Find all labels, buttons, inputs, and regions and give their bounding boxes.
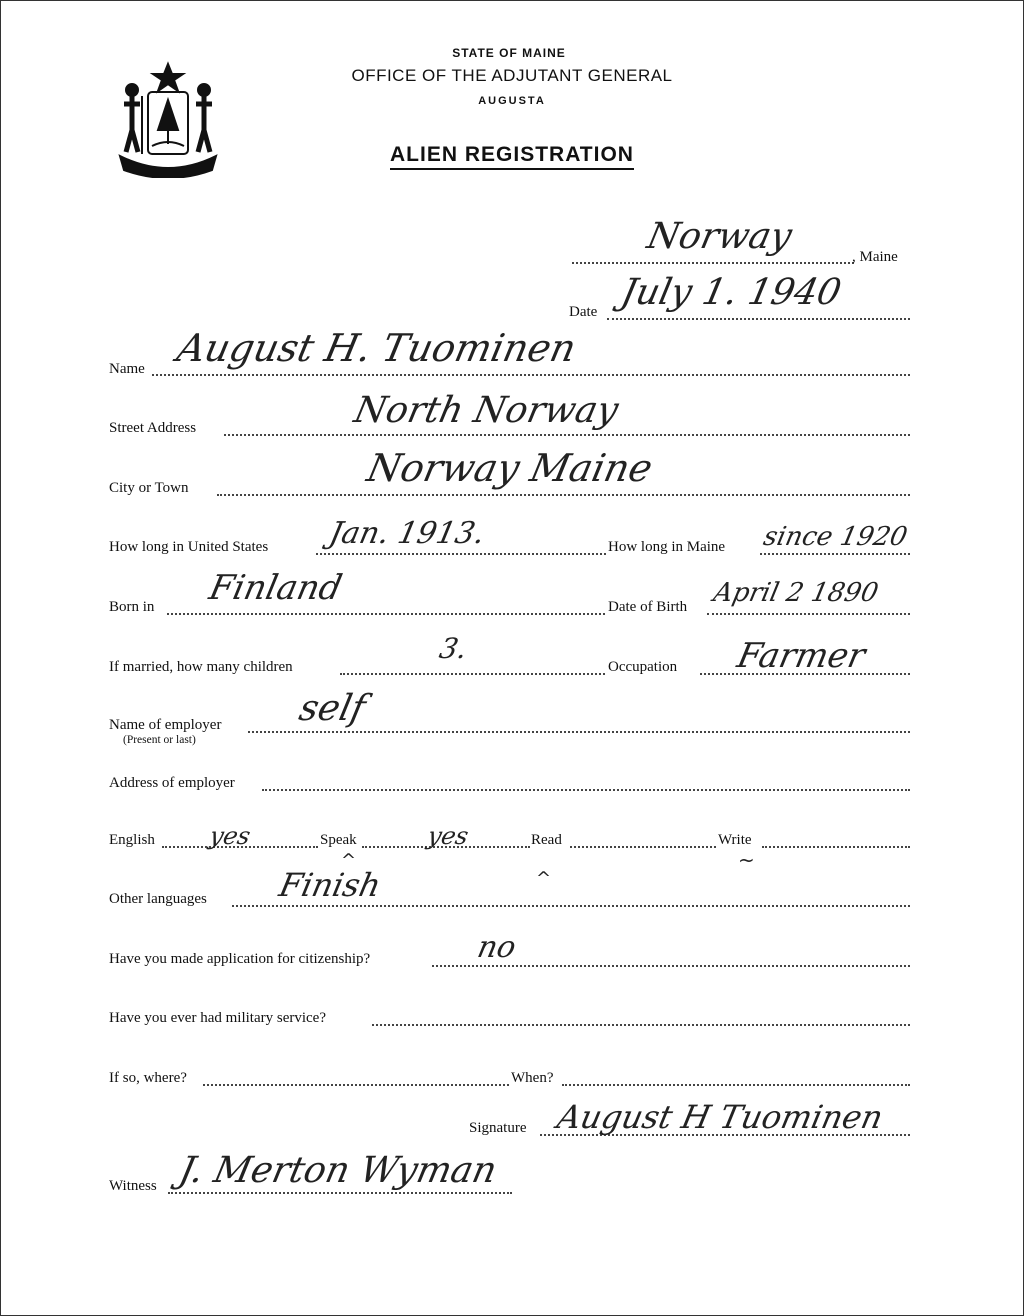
- dob-line: [707, 613, 910, 615]
- name-value: August H. Tuominen: [173, 326, 580, 370]
- check-mark-icon: ^: [341, 850, 357, 871]
- place-line: [572, 262, 854, 264]
- signature-label: Signature: [469, 1120, 527, 1136]
- read-label: Read: [531, 832, 562, 848]
- citizenship-value: no: [474, 930, 520, 965]
- check-mark-icon: ^: [536, 868, 552, 889]
- city-value: Norway Maine: [363, 446, 657, 490]
- date-line: [607, 318, 910, 320]
- employer-sublabel: (Present or last): [123, 734, 196, 746]
- witness-label: Witness: [109, 1178, 157, 1194]
- date-label: Date: [569, 304, 598, 320]
- city-heading: AUGUSTA: [478, 95, 546, 107]
- other-languages-value: Finish: [275, 866, 385, 904]
- when-label: When?: [511, 1070, 554, 1086]
- name-label: Name: [109, 361, 145, 377]
- us-time-label: How long in United States: [109, 539, 269, 555]
- us-time-line: [316, 553, 606, 555]
- state-heading: STATE OF MAINE: [452, 46, 566, 60]
- witness-value: J. Merton Wyman: [175, 1150, 501, 1191]
- born-label: Born in: [109, 599, 155, 615]
- military-line: [372, 1024, 910, 1026]
- dob-value: April 2 1890: [710, 578, 881, 608]
- citizenship-line: [432, 965, 910, 967]
- street-label: Street Address: [109, 420, 197, 436]
- speak-label: Speak: [320, 832, 357, 848]
- children-value: 3.: [436, 632, 471, 665]
- children-line: [340, 673, 605, 675]
- name-line: [152, 374, 910, 376]
- occupation-label: Occupation: [608, 659, 678, 675]
- where-label: If so, where?: [109, 1070, 187, 1086]
- maine-time-value: since 1920: [760, 522, 910, 552]
- occupation-value: Farmer: [733, 636, 869, 676]
- street-line: [224, 434, 910, 436]
- form-title: ALIEN REGISTRATION: [0, 143, 1024, 167]
- check-mark-icon: ~: [738, 848, 755, 872]
- place-suffix: , Maine: [852, 249, 898, 265]
- english-label: English: [109, 832, 155, 848]
- citizenship-label: Have you made application for citizenship?: [109, 951, 371, 967]
- maine-time-line: [760, 553, 910, 555]
- witness-line: [168, 1192, 512, 1194]
- speak-value: yes: [425, 822, 472, 850]
- write-label: Write: [718, 832, 752, 848]
- maine-time-label: How long in Maine: [608, 539, 726, 555]
- when-line: [562, 1084, 910, 1086]
- employer-label: Name of employer: [109, 717, 222, 733]
- signature-value: August H Tuominen: [553, 1098, 887, 1136]
- date-value: July 1. 1940: [617, 272, 845, 313]
- employer-line: [248, 731, 910, 733]
- other-languages-label: Other languages: [109, 891, 207, 907]
- office-heading: OFFICE OF THE ADJUTANT GENERAL: [351, 66, 673, 85]
- military-label: Have you ever had military service?: [109, 1010, 326, 1026]
- employer-address-line: [262, 789, 910, 791]
- place-value: Norway: [643, 216, 796, 257]
- other-languages-line: [232, 905, 910, 907]
- born-line: [167, 613, 605, 615]
- where-line: [203, 1084, 509, 1086]
- street-value: North Norway: [350, 390, 622, 431]
- born-value: Finland: [205, 568, 346, 608]
- city-line: [217, 494, 910, 496]
- employer-address-label: Address of employer: [109, 775, 235, 791]
- children-label: If married, how many children: [109, 659, 293, 675]
- city-label: City or Town: [109, 480, 189, 496]
- read-line: [570, 846, 716, 848]
- employer-value: self: [295, 688, 369, 729]
- us-time-value: Jan. 1913.: [326, 516, 488, 551]
- dob-label: Date of Birth: [608, 599, 688, 615]
- write-line: [762, 846, 910, 848]
- english-value: yes: [207, 822, 254, 850]
